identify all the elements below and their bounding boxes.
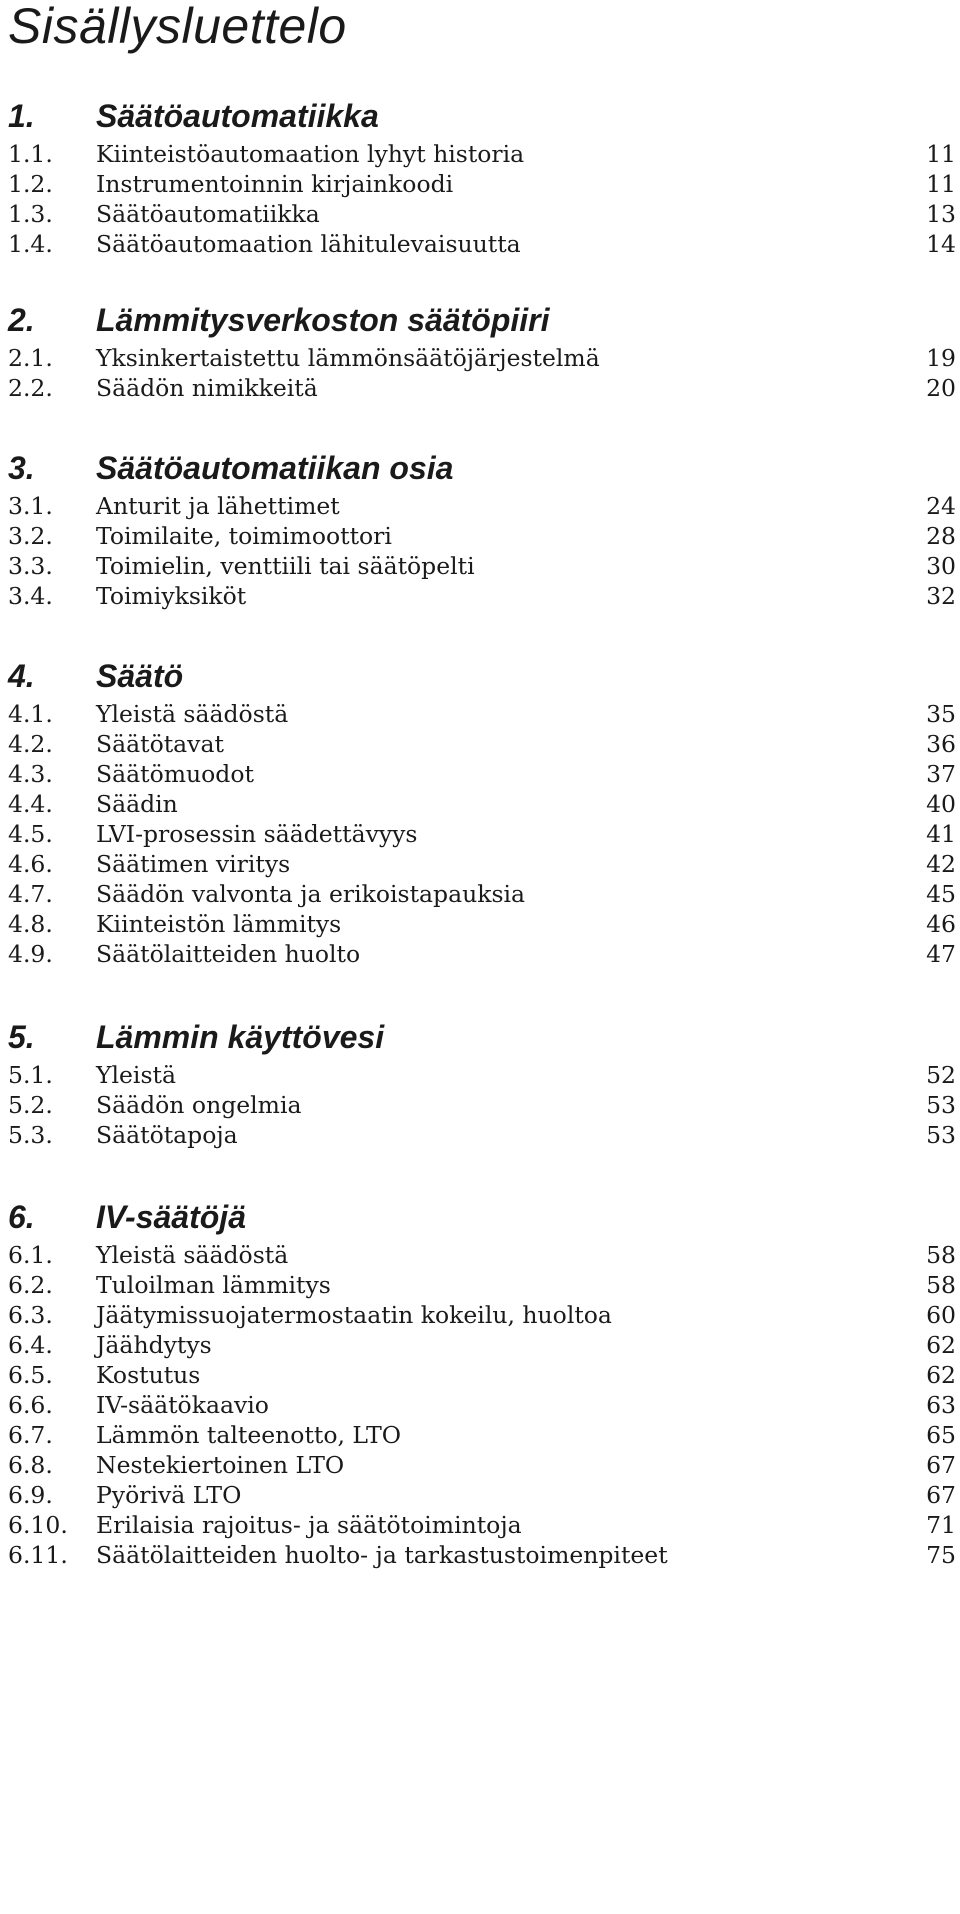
entry-number: 6.6.: [8, 1391, 53, 1419]
entry-number: 4.9.: [8, 940, 53, 968]
entry-number: 6.4.: [8, 1331, 53, 1359]
entry-title: Säätöautomaation lähitulevaisuutta: [96, 230, 521, 258]
entry-page-number: 60: [926, 1301, 956, 1329]
section-number: 2.: [8, 302, 35, 338]
entry-page-number: 13: [926, 200, 956, 228]
entry-number: 6.1.: [8, 1241, 53, 1269]
entry-page-number: 28: [926, 522, 956, 550]
entry-number: 3.1.: [8, 492, 53, 520]
entry-title: Toimielin, venttiili tai säätöpelti: [96, 552, 475, 580]
toc-entry[interactable]: [8, 936, 956, 972]
page-title: Sisällysluettelo: [8, 0, 347, 54]
entry-page-number: 11: [926, 140, 956, 168]
entry-number: 3.3.: [8, 552, 53, 580]
toc-entry[interactable]: [8, 1117, 956, 1153]
entry-number: 4.6.: [8, 850, 53, 878]
entry-title: Kostutus: [96, 1361, 201, 1389]
entry-title: Nestekiertoinen LTO: [96, 1451, 345, 1479]
entry-title: Toimiyksiköt: [96, 582, 247, 610]
entry-number: 6.9.: [8, 1481, 53, 1509]
entry-number: 4.3.: [8, 760, 53, 788]
section-title: Säätöautomatiikan osia: [96, 450, 454, 486]
entry-page-number: 58: [926, 1241, 956, 1269]
entry-title: Yksinkertaistettu lämmönsäätöjärjestelmä: [96, 344, 600, 372]
entry-number: 2.1.: [8, 344, 53, 372]
entry-number: 1.3.: [8, 200, 53, 228]
toc-entry[interactable]: [8, 578, 956, 614]
entry-title: Jäähdytys: [96, 1331, 212, 1359]
entry-page-number: 75: [926, 1541, 956, 1569]
entry-title: Jäätymissuojatermostaatin kokeilu, huoltoa: [96, 1301, 612, 1329]
entry-title: Säätölaitteiden huolto: [96, 940, 361, 968]
entry-page-number: 30: [926, 552, 956, 580]
entry-title: Säätölaitteiden huolto- ja tarkastustoimenpiteet: [96, 1541, 668, 1569]
entry-page-number: 37: [926, 760, 956, 788]
entry-number: 6.3.: [8, 1301, 53, 1329]
section-title: IV-säätöjä: [96, 1199, 246, 1235]
entry-page-number: 40: [926, 790, 956, 818]
entry-title: Säätötavat: [96, 730, 224, 758]
entry-page-number: 45: [926, 880, 956, 908]
section-number: 1.: [8, 98, 35, 134]
entry-title: Lämmön talteenotto, LTO: [96, 1421, 402, 1449]
section-title: Säätöautomatiikka: [96, 98, 379, 134]
entry-title: Toimilaite, toimimoottori: [96, 522, 392, 550]
entry-page-number: 41: [926, 820, 956, 848]
section-number: 3.: [8, 450, 35, 486]
entry-title: Säätimen viritys: [96, 850, 291, 878]
entry-title: Erilaisia rajoitus- ja säätötoimintoja: [96, 1511, 522, 1539]
section-number: 6.: [8, 1199, 35, 1235]
entry-page-number: 62: [926, 1361, 956, 1389]
entry-title: LVI-prosessin säädettävyys: [96, 820, 418, 848]
entry-title: Yleistä säädöstä: [96, 1241, 289, 1269]
entry-title: Säädin: [96, 790, 178, 818]
entry-number: 1.2.: [8, 170, 53, 198]
entry-page-number: 67: [926, 1481, 956, 1509]
entry-title: Säätöautomatiikka: [96, 200, 320, 228]
entry-title: Kiinteistön lämmitys: [96, 910, 342, 938]
entry-page-number: 24: [926, 492, 956, 520]
entry-page-number: 14: [926, 230, 956, 258]
entry-page-number: 46: [926, 910, 956, 938]
toc-entry[interactable]: [8, 370, 956, 406]
entry-title: Säädön valvonta ja erikoistapauksia: [96, 880, 526, 908]
section-number: 5.: [8, 1019, 35, 1055]
entry-number: 5.2.: [8, 1091, 53, 1119]
entry-page-number: 42: [926, 850, 956, 878]
toc-entry[interactable]: [8, 1537, 956, 1573]
entry-page-number: 52: [926, 1061, 956, 1089]
entry-page-number: 63: [926, 1391, 956, 1419]
entry-title: Anturit ja lähettimet: [96, 492, 340, 520]
entry-title: Säädön nimikkeitä: [96, 374, 318, 402]
entry-page-number: 19: [926, 344, 956, 372]
entry-title: Säätömuodot: [96, 760, 254, 788]
entry-title: Yleistä: [96, 1061, 176, 1089]
entry-number: 4.8.: [8, 910, 53, 938]
section-title: Lämmitysverkoston säätöpiiri: [96, 302, 550, 338]
entry-page-number: 67: [926, 1451, 956, 1479]
entry-title: Instrumentoinnin kirjainkoodi: [96, 170, 454, 198]
entry-number: 3.2.: [8, 522, 53, 550]
entry-page-number: 11: [926, 170, 956, 198]
entry-title: Pyörivä LTO: [96, 1481, 242, 1509]
entry-number: 4.7.: [8, 880, 53, 908]
entry-number: 2.2.: [8, 374, 53, 402]
entry-title: Säätötapoja: [96, 1121, 238, 1149]
entry-number: 4.1.: [8, 700, 53, 728]
entry-page-number: 53: [926, 1121, 956, 1149]
entry-number: 6.10.: [8, 1511, 68, 1539]
entry-number: 1.1.: [8, 140, 53, 168]
section-title: Säätö: [96, 658, 184, 694]
entry-number: 4.2.: [8, 730, 53, 758]
entry-title: Tuloilman lämmitys: [96, 1271, 331, 1299]
entry-number: 3.4.: [8, 582, 53, 610]
entry-number: 1.4.: [8, 230, 53, 258]
entry-page-number: 71: [926, 1511, 956, 1539]
entry-number: 6.5.: [8, 1361, 53, 1389]
entry-page-number: 32: [926, 582, 956, 610]
entry-page-number: 20: [926, 374, 956, 402]
entry-page-number: 65: [926, 1421, 956, 1449]
entry-number: 4.5.: [8, 820, 53, 848]
entry-title: IV-säätökaavio: [96, 1391, 269, 1419]
entry-page-number: 36: [926, 730, 956, 758]
entry-title: Kiinteistöautomaation lyhyt historia: [96, 140, 525, 168]
entry-page-number: 47: [926, 940, 956, 968]
entry-title: Yleistä säädöstä: [96, 700, 289, 728]
entry-page-number: 53: [926, 1091, 956, 1119]
entry-number: 6.11.: [8, 1541, 68, 1569]
entry-page-number: 58: [926, 1271, 956, 1299]
section-number: 4.: [8, 658, 35, 694]
entry-number: 4.4.: [8, 790, 53, 818]
entry-number: 6.7.: [8, 1421, 53, 1449]
entry-page-number: 35: [926, 700, 956, 728]
entry-number: 5.3.: [8, 1121, 53, 1149]
entry-page-number: 62: [926, 1331, 956, 1359]
section-title: Lämmin käyttövesi: [96, 1019, 385, 1055]
entry-number: 6.2.: [8, 1271, 53, 1299]
entry-number: 5.1.: [8, 1061, 53, 1089]
entry-number: 6.8.: [8, 1451, 53, 1479]
entry-title: Säädön ongelmia: [96, 1091, 302, 1119]
toc-entry[interactable]: [8, 226, 956, 262]
